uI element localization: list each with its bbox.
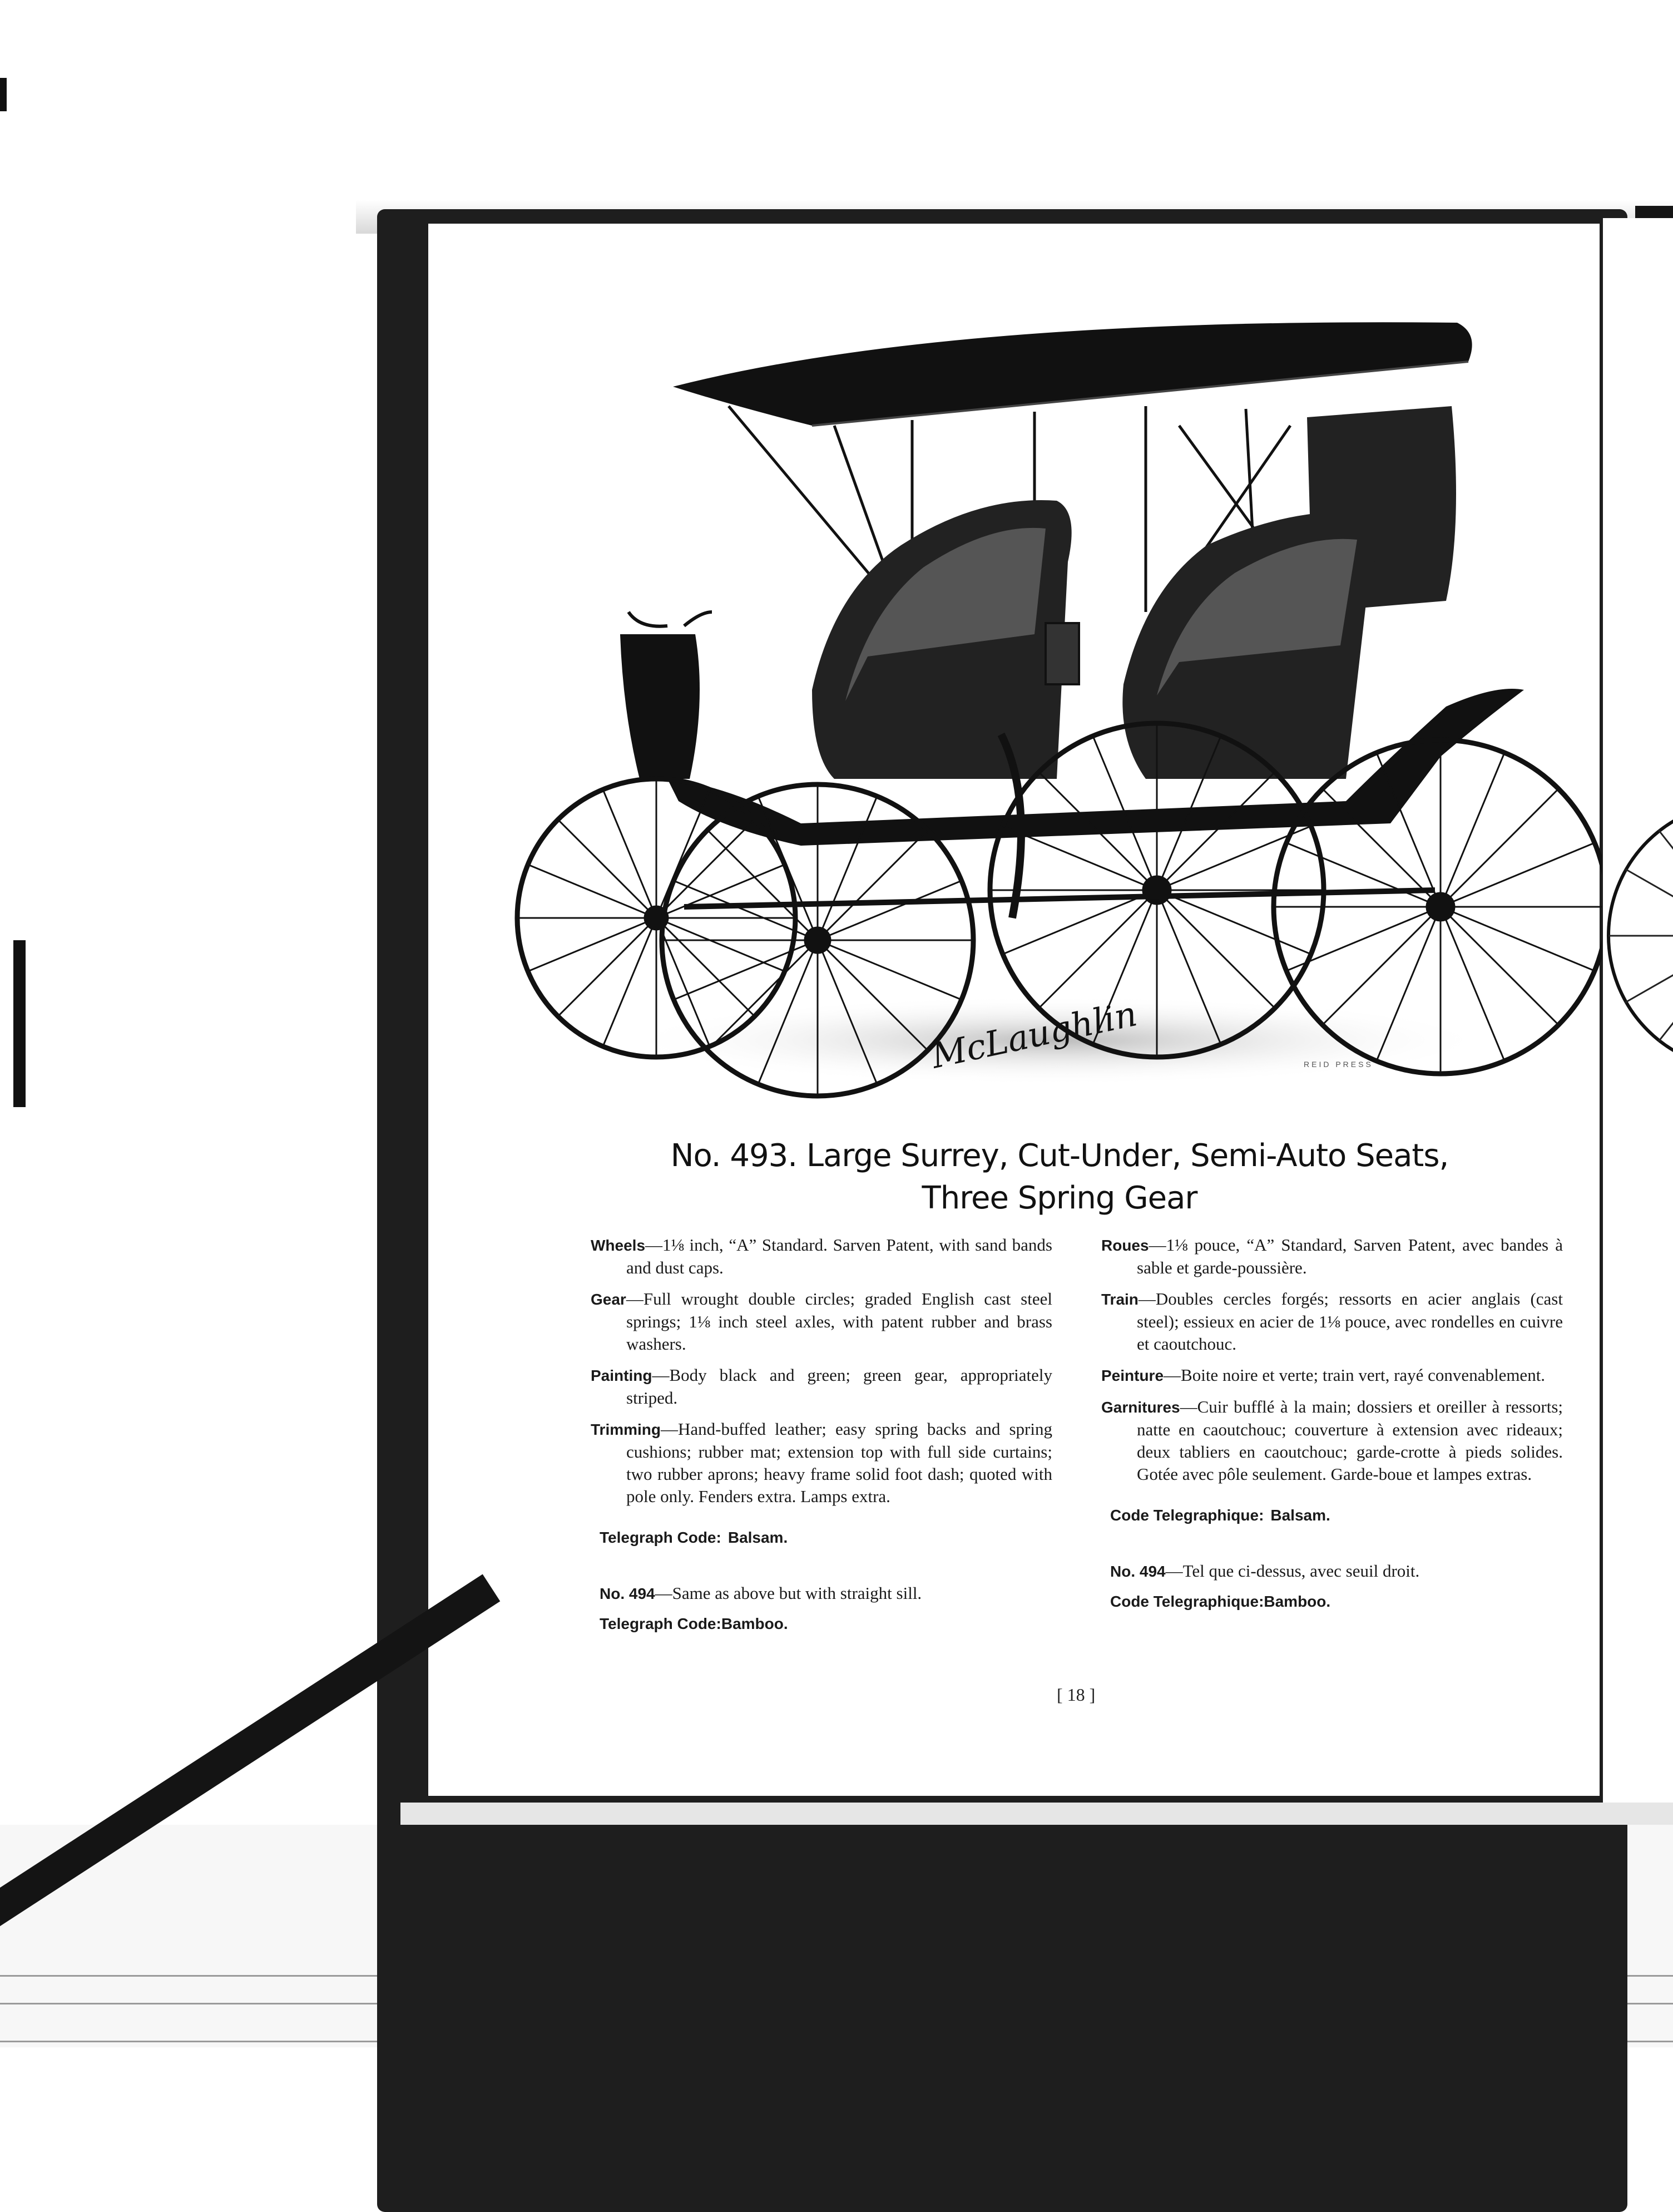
variant-code-telegraphique: Code Telegraphique:Bamboo.: [1110, 1593, 1331, 1610]
spec-gear: Gear—Full wrought double circles; graded English cast steel springs; 1⅛ inch steel axles, with patent rubber and brass washers.: [591, 1289, 1052, 1354]
binder-bottom-edge: [400, 1803, 1673, 1825]
engraver-mark: REID PRESS: [1304, 1060, 1373, 1069]
page-number: [ 18 ]: [1057, 1685, 1096, 1705]
title-line-2: Three Spring Gear: [922, 1180, 1197, 1216]
carriage-lamp: [1046, 623, 1079, 684]
front-left-wheel: [517, 779, 795, 1057]
variant-494: No. 494—Same as above but with straight sill.: [600, 1583, 922, 1603]
telegraph-code: Telegraph Code: Balsam.: [600, 1529, 788, 1546]
variant-494-fr: No. 494—Tel que ci-dessus, avec seuil droit.: [1110, 1561, 1420, 1581]
front-right-wheel: [662, 784, 973, 1096]
brand-signature: McLaughlin: [927, 993, 1141, 1077]
carriage-body: [667, 689, 1524, 846]
french-column: [1101, 1234, 1563, 1613]
foot-dash: [620, 634, 700, 779]
title-line-1: No. 493. Large Surrey, Cut-Under, Semi-Auto Seats,: [670, 1138, 1449, 1174]
english-column: [591, 1234, 1052, 1635]
film-edge-mark: [13, 940, 26, 1107]
spec-garnitures: Garnitures—Cuir bufflé à la main; dossiers et oreiller à ressorts; natte en caoutchouc; couverture à extension avec rideaux; deux tabliers en caoutchouc; garde-crotte à pieds solides. Gotée avec pôle seulement. Garde-boue et lampes extras.: [1101, 1397, 1563, 1484]
spec-painting: Painting—Body black and green; green gear, appropriately striped.: [591, 1365, 1052, 1408]
surrey-carriage-illustration: [501, 300, 1602, 1107]
code-telegraphique: Code Telegraphique: Balsam.: [1110, 1507, 1330, 1524]
next-page-edge: [1603, 218, 1673, 1804]
variant-telegraph-code: Telegraph Code:Bamboo.: [600, 1615, 788, 1632]
spec-wheels: Wheels—1⅛ inch, “A” Standard. Sarven Patent, with sand bands and dust caps.: [591, 1235, 1052, 1277]
spec-peinture: Peinture—Boite noire et verte; train vert, rayé convenablement.: [1101, 1365, 1546, 1385]
film-edge-mark: [0, 78, 7, 111]
page-title: [634, 1135, 1485, 1219]
spec-trimming: Trimming—Hand-buffed leather; easy spring backs and spring cushions; rubber mat; extension top with full side curtains; two rubber aprons; heavy frame solid foot dash; quoted with pole only. Fenders extra. Lamps extra.: [591, 1419, 1052, 1506]
next-page-wheel-fragment: [1603, 218, 1673, 1804]
spec-train: Train—Doubles cercles forgés; ressorts en acier anglais (cast steel); essieux en acier de 1⅛ pouce, avec rondelles en cuivre et caoutchouc.: [1101, 1289, 1563, 1354]
spec-roues: Roues—1⅛ pouce, “A” Standard, Sarven Patent, avec bandes à sable et garde-poussière.: [1101, 1235, 1563, 1277]
